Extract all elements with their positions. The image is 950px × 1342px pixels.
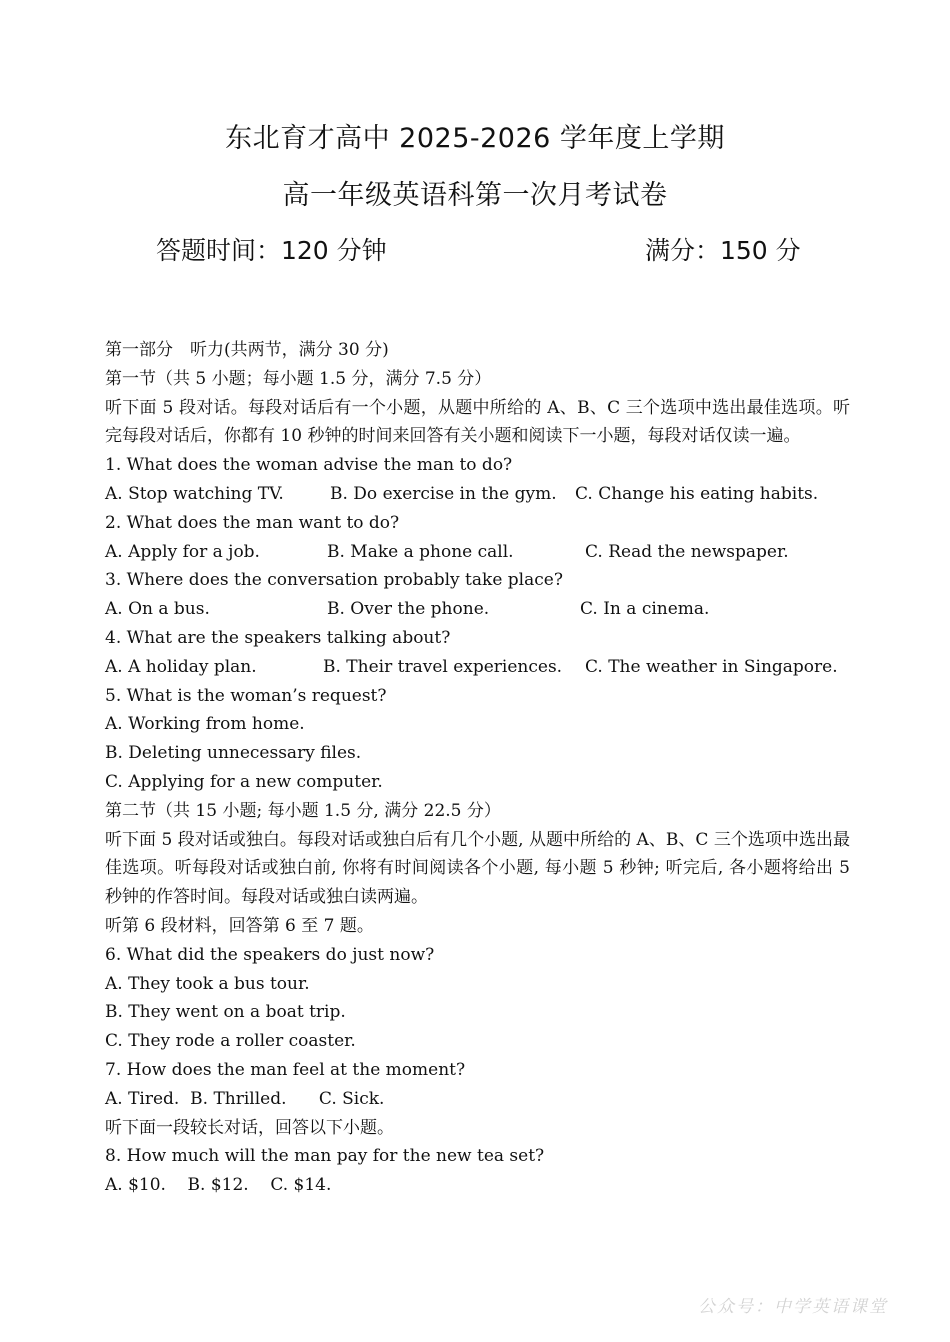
q4-option-b: B. Their travel experiences. xyxy=(323,656,563,677)
exam-body xyxy=(105,336,850,1200)
q5-option-c: C. Applying for a new computer. xyxy=(105,771,383,792)
q6-option-b: B. They went on a boat trip. xyxy=(105,1002,346,1023)
q5-question: 5. What is the woman’s request? xyxy=(105,685,387,706)
q3-question: 3. Where does the conversation probably take place? xyxy=(105,570,563,591)
exam-title-school: 东北育才高中 2025-2026 学年度上学期 xyxy=(225,123,725,154)
q4-option-c: C. The weather in Singapore. xyxy=(585,656,838,677)
part1-heading: 第一部分 听力(共两节，满分 30 分) xyxy=(105,340,389,360)
q3-option-c: C. In a cinema. xyxy=(580,599,710,620)
q6-question: 6. What did the speakers do just now? xyxy=(105,944,435,965)
q3-options xyxy=(105,595,850,624)
q5-option-b: B. Deleting unnecessary files. xyxy=(105,743,362,764)
q2-question: 2. What does the man want to do? xyxy=(105,512,400,533)
q1-question: 1. What does the woman advise the man to do? xyxy=(105,455,513,476)
q2-option-a: A. Apply for a job. xyxy=(105,541,260,562)
material6-note: 听第 6 段材料，回答第 6 至 7 题。 xyxy=(105,915,374,936)
watermark-text: 公众号：中学英语课堂 xyxy=(698,1297,888,1317)
q8-question: 8. How much will the man pay for the new tea set? xyxy=(105,1146,545,1167)
exam-time-label: 答题时间：120 分钟 xyxy=(156,236,387,265)
q2-options xyxy=(105,538,850,567)
q1-options xyxy=(105,480,850,509)
q7-options: A. Tired. B. Thrilled. C. Sick. xyxy=(105,1088,385,1109)
q5-option-a: A. Working from home. xyxy=(105,714,305,735)
q6-option-c: C. They rode a roller coaster. xyxy=(105,1031,356,1052)
section1-instructions: 听下面 5 段对话。每段对话后有一个小题，从题中所给的 A、B、C 三个选项中选出最佳选项。听完每段对话后，你都有 10 秒钟的时间来回答有关小题和阅读下一小题，每段对话仅读一遍。 xyxy=(105,397,850,447)
q4-question: 4. What are the speakers talking about? xyxy=(105,627,451,648)
q3-option-b: B. Over the phone. xyxy=(327,599,490,620)
exam-title-subject: 高一年级英语科第一次月考试卷 xyxy=(282,180,668,211)
q4-option-a: A. A holiday plan. xyxy=(105,656,257,677)
q4-options xyxy=(105,653,850,682)
section1-heading: 第一节（共 5 小题；每小题 1.5 分，满分 7.5 分） xyxy=(105,368,492,389)
q8-options: A. $10. B. $12. C. $14. xyxy=(105,1175,332,1196)
section2-heading: 第二节（共 15 小题; 每小题 1.5 分, 满分 22.5 分） xyxy=(105,800,501,821)
q1-option-c: C. Change his eating habits. xyxy=(575,483,819,504)
q1-option-a: A. Stop watching TV. xyxy=(105,483,284,504)
q3-option-a: A. On a bus. xyxy=(105,599,210,620)
q2-option-c: C. Read the newspaper. xyxy=(585,541,789,562)
section2-instructions: 听下面 5 段对话或独白。每段对话或独白后有几个小题, 从题中所给的 A、B、C 三个选项中选出最佳选项。听每段对话或独白前, 你将有时间阅读各个小题, 每小题 5 秒钟; 听完后, 各小题将给出 5 秒钟的作答时间。每段对话或独白读两遍。 xyxy=(105,829,850,908)
q6-option-a: A. They took a bus tour. xyxy=(105,973,310,994)
q1-option-b: B. Do exercise in the gym. xyxy=(330,483,557,504)
q2-option-b: B. Make a phone call. xyxy=(327,541,514,562)
q7-question: 7. How does the man feel at the moment? xyxy=(105,1059,466,1080)
exam-score-label: 满分：150 分 xyxy=(645,236,801,265)
long-dialogue-note: 听下面一段较长对话，回答以下小题。 xyxy=(105,1117,394,1138)
